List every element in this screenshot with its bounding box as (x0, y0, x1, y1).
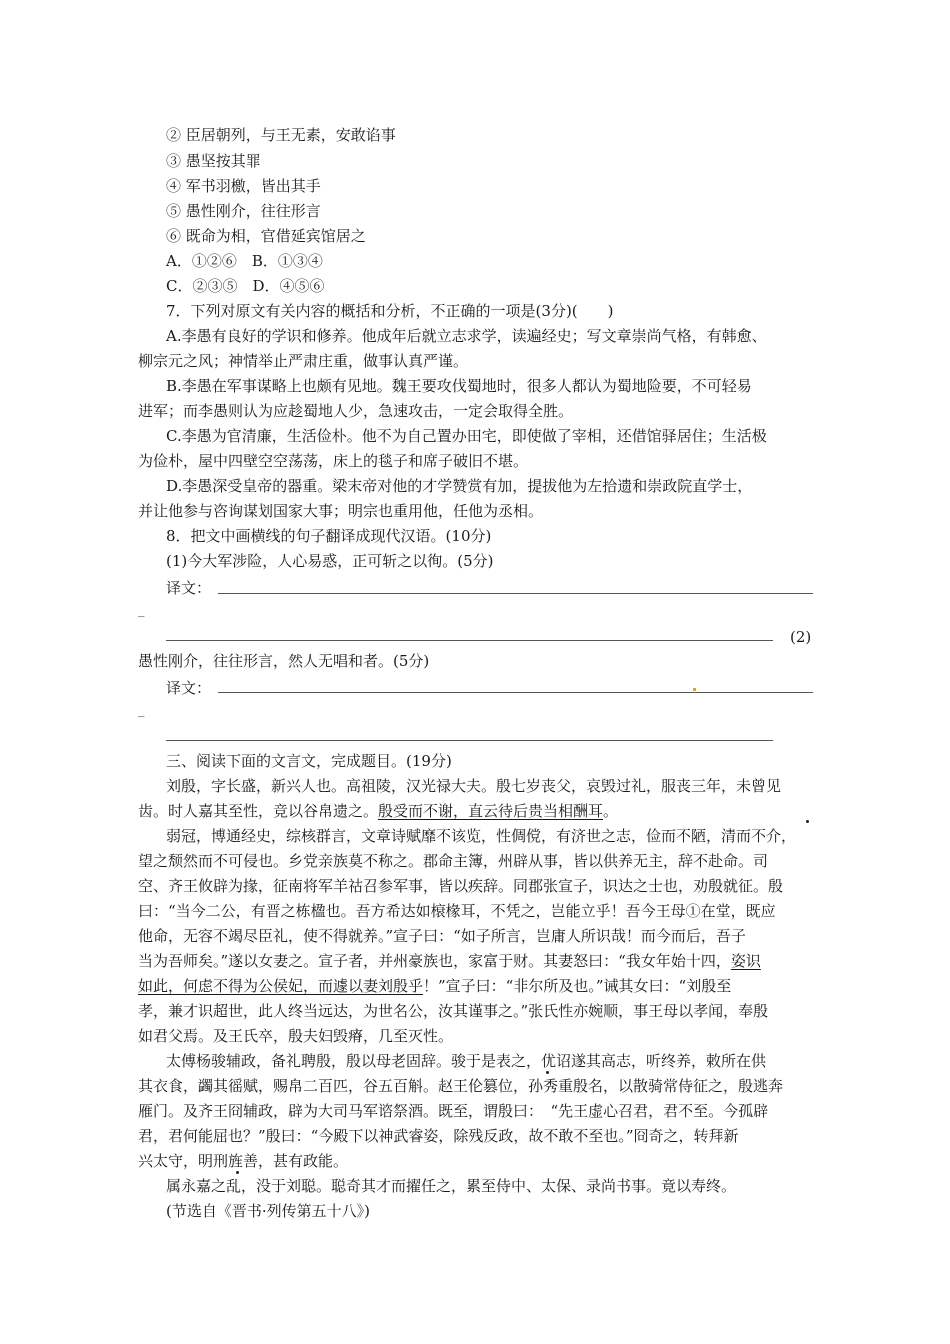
q7-option-b-cont: 进军；而李愚则认为应趁蜀地人少，急速攻击，一定会取得全胜。 (138, 402, 574, 420)
q7-option-d-cont: 并让他参与咨询谋划国家大事；明宗也重用他，任他为丞相。 (138, 502, 544, 520)
emphasis-dot (806, 820, 809, 823)
p1-end: 。 (603, 802, 619, 820)
scan-mark (693, 688, 696, 691)
q8-sentence-2-number: (2) (790, 628, 812, 646)
passage-p2-line3: 空、齐王攸辟为掾，征南将军羊祜召参军事，皆以疾辞。同郡张宣子，识达之士也，劝殷就征。殷 (138, 877, 784, 895)
option-3: ③ 愚坚按其罪 (166, 152, 261, 170)
q7-option-c: C.李愚为官清廉，生活俭朴。他不为自己置办田宅，即使做了宰相，还借馆驿居住；生活极 (166, 427, 767, 445)
underlined-sentence-2a: 姿识 (730, 952, 761, 970)
choices-cd: C．②③⑤ D．④⑤⑥ (166, 277, 325, 295)
passage-source: (节选自《晋书·列传第五十八》) (166, 1202, 370, 1220)
passage-p2-line5: 他命，无容不竭尽臣礼，使不得就养。”宣子曰：“如子所言，岂庸人所识哉！而今而后，吾子 (138, 927, 746, 945)
q8-stem: 8．把文中画横线的句子翻译成现代汉语。(10分) (166, 527, 492, 545)
passage-p2-line2: 望之颓然而不可侵也。乡党亲族莫不称之。郡命主簿，州辟从事，皆以供养无主，辞不赴命。司 (138, 852, 769, 870)
passage-p3-line4: 君，君何能屈也？”殷曰：“今殿下以神武睿姿，除残反政，故不敢不至也。”冏奇之，转拜新 (138, 1127, 739, 1145)
q7-option-a: A.李愚有良好的学识和修养。他成年后就立志求学，读遍经史；写文章崇尚气格，有韩愈、 (166, 327, 767, 345)
answer-line-2b[interactable] (166, 740, 773, 741)
passage-p3-line5: 兴太守，明刑旌善，甚有政能。 (138, 1152, 349, 1170)
option-5: ⑤ 愚性刚介，往往形言 (166, 202, 321, 220)
answer-line-1b[interactable] (166, 640, 773, 641)
answer-dash-1: _ (138, 603, 145, 618)
passage-p3-line2: 其衣食，蠲其徭赋，赐帛二百匹，谷五百斛。赵王伦篡位，孙秀重殷名，以散骑常侍征之，殷逃奔 (138, 1077, 784, 1095)
p2-text-cont: ！”宣子曰：“非尔所及也。”诫其女曰：“刘殷至 (423, 977, 732, 995)
passage-p3-line1: 太傅杨骏辅政，备礼聘殷，殷以母老固辞。骏于是表之，优诏遂其高志，听终养，敕所在供 (166, 1052, 767, 1070)
p2-text: 当为吾师矣。”遂以女妻之。宣子者，并州豪族也，家富于财。其妻怒曰：“我女年始十四， (138, 952, 731, 970)
passage-p2-line4: 曰：“当今二公，有晋之栋楹也。吾方希达如榱椽耳，不凭之，岂能立乎！吾今王母①在堂，既应 (138, 902, 776, 920)
passage-p2-line7 (138, 975, 731, 997)
option-4: ④ 军书羽檄，皆出其手 (166, 177, 321, 195)
translation-label-1: 译文： (166, 579, 212, 597)
q7-stem: 7．下列对原文有关内容的概括和分析，不正确的一项是(3分)( ) (166, 302, 614, 320)
answer-dash-2: _ (138, 703, 145, 718)
option-6: ⑥ 既命为相，官借延宾馆居之 (166, 227, 366, 245)
passage-p4: 属永嘉之乱，没于刘聪。聪奇其才而擢任之，累至侍中、太保、录尚书事。竟以寿终。 (166, 1177, 737, 1195)
emphasis-dot (236, 1171, 239, 1174)
q7-option-b: B.李愚在军事谋略上也颇有见地。魏王要攻伐蜀地时，很多人都认为蜀地险要，不可轻易 (166, 377, 752, 395)
q7-option-a-cont: 柳宗元之风；神情举止严肃庄重，做事认真严谨。 (138, 352, 469, 370)
underlined-sentence-2b: 如此，何虑不得为公侯妃，而遽以妻刘殷乎 (138, 977, 424, 995)
option-2: ② 臣居朝列，与王无素，安敢谄事 (166, 126, 396, 144)
q7-option-d: D.李愚深受皇帝的器重。梁末帝对他的才学赞赏有加，提拔他为左拾遗和崇政院直学士， (166, 477, 753, 495)
choices-ab: A．①②⑥ B．①③④ (166, 252, 323, 270)
translation-label-2: 译文： (166, 679, 212, 697)
emphasis-dot (546, 1071, 549, 1074)
answer-line-1a[interactable] (218, 593, 813, 594)
q7-option-c-cont: 为俭朴，屋中四壁空空荡荡，床上的毯子和席子破旧不堪。 (138, 452, 529, 470)
q8-sentence-2: 愚性刚介，往往形言，然人无唱和者。(5分) (138, 652, 430, 670)
answer-line-2a[interactable] (218, 692, 813, 693)
passage-p2-line6 (138, 950, 761, 972)
q8-sentence-1: (1)今大军涉险，人心易惑，正可斩之以徇。(5分) (166, 552, 494, 570)
passage-p3-line3: 雁门。及齐王冏辅政，辟为大司马军谘祭酒。既至，谓殷曰： “先王虚心召君，君不至。今孤辟 (138, 1102, 769, 1120)
p1-text: 齿。时人嘉其至性，竞以谷帛遗之。 (138, 802, 379, 820)
passage-p1-line2 (138, 800, 618, 822)
passage-p1-line1: 刘殷，字长盛，新兴人也。高祖陵，汉光禄大夫。殷七岁丧父，哀毁过礼，服丧三年，未曾见 (166, 777, 782, 795)
underlined-sentence-1: 殷受而不谢，直云待后贵当相酬耳 (378, 802, 604, 820)
passage-p2-line8: 孝，兼才识超世，此人终当远达，为世名公，汝其谨事之。”张氏性亦婉顺，事王母以孝闻，奉殷 (138, 1002, 769, 1020)
section-3-heading: 三、阅读下面的文言文，完成题目。(19分) (166, 752, 452, 770)
passage-p2-line9: 如君父焉。及王氏卒，殷夫妇毁瘠，几至灭性。 (138, 1027, 454, 1045)
passage-p2-line1: 弱冠，博通经史，综核群言，文章诗赋靡不该览，性倜傥，有济世之志，俭而不陋，清而不介， (166, 827, 797, 845)
